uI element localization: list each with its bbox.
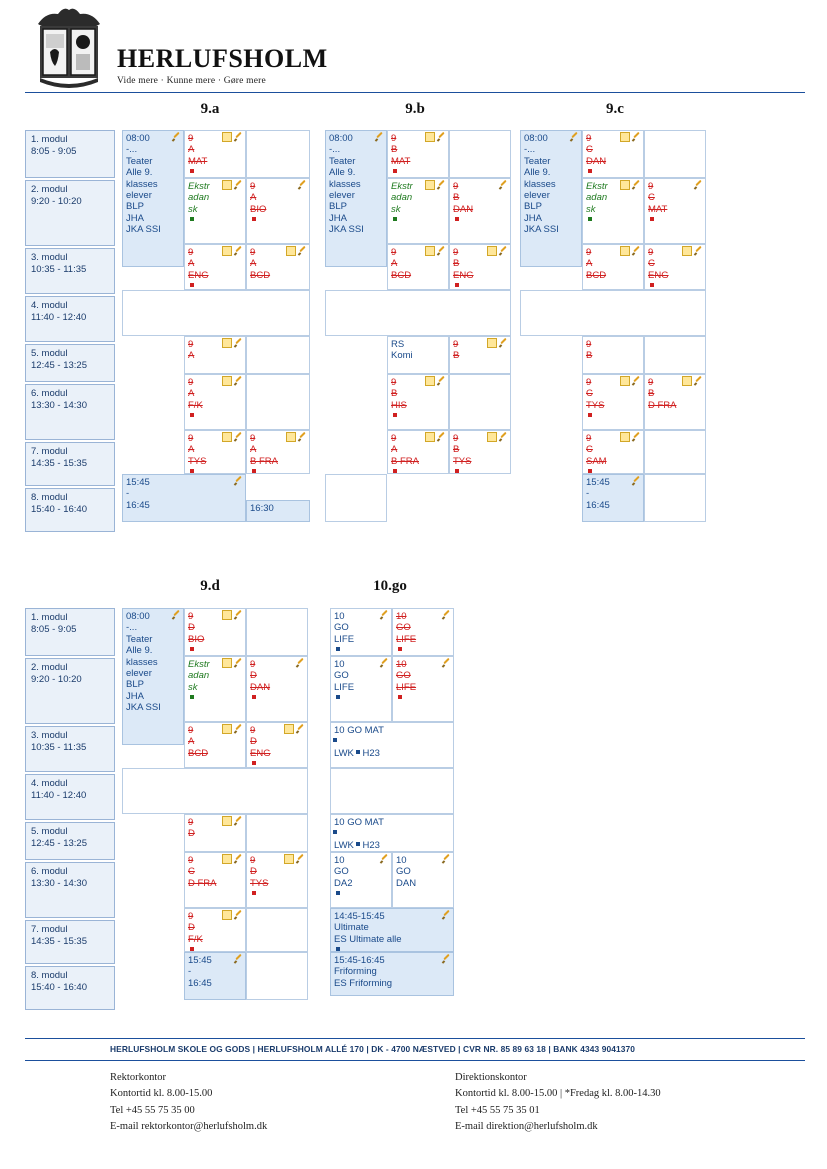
schedule-9c[interactable] bbox=[520, 130, 710, 566]
note-icon[interactable] bbox=[286, 432, 296, 442]
cell-10go-m5[interactable]: 10 GO MAT LWK H23 bbox=[330, 814, 454, 852]
edit-pen-icon[interactable] bbox=[234, 855, 243, 864]
module-row-6-b: 6. modul 13:30 - 14:30 bbox=[25, 862, 115, 918]
note-icon[interactable] bbox=[620, 376, 630, 386]
edit-pen-icon[interactable] bbox=[380, 659, 389, 668]
page-header bbox=[25, 8, 805, 90]
cell-teater-9a[interactable]: 08:00 -... Teater Alle 9. klasses elever BLP JHA JKA SSI bbox=[122, 130, 184, 267]
cell-9d-m2[interactable]: 9 D DAN bbox=[246, 656, 308, 722]
note-icon[interactable] bbox=[222, 724, 232, 734]
note-icon[interactable] bbox=[620, 180, 630, 190]
cell-teater-9b[interactable]: 08:00 -... Teater Alle 9. klasses elever BLP JHA JKA SSI bbox=[325, 130, 387, 267]
cell-10go-m2-2[interactable]: 10 GO LIFE bbox=[392, 656, 454, 722]
edit-pen-icon[interactable] bbox=[442, 955, 451, 964]
cell-9a-m8[interactable]: 15:45 - 16:45 bbox=[122, 474, 246, 522]
class-title-10go: 10.go bbox=[373, 578, 407, 594]
edit-pen-icon[interactable] bbox=[234, 955, 243, 964]
cell-9d-m2-ekstra[interactable]: Ekstr adan sk bbox=[184, 656, 246, 722]
cell-9d-m1-empty[interactable] bbox=[246, 608, 308, 656]
edit-pen-icon[interactable] bbox=[437, 181, 446, 190]
schedule-10go[interactable] bbox=[330, 608, 460, 1044]
module-row-6: 6. modul 13:30 - 14:30 bbox=[25, 384, 115, 440]
note-icon[interactable] bbox=[620, 132, 630, 142]
footer-left-title: Rektorkontor bbox=[110, 1072, 166, 1083]
footer-divider-top bbox=[25, 1038, 805, 1039]
note-icon[interactable] bbox=[222, 658, 232, 668]
class-title-9a: 9.a bbox=[200, 101, 220, 117]
cell-9d-m1[interactable]: 9 D BIO bbox=[184, 608, 246, 656]
cell-9d-m5[interactable]: 9 D bbox=[184, 814, 246, 852]
edit-pen-icon[interactable] bbox=[694, 247, 703, 256]
module-row-8-b: 8. modul 15:40 - 16:40 bbox=[25, 966, 115, 1010]
cell-9a-m5-empty[interactable] bbox=[246, 336, 310, 374]
note-icon[interactable] bbox=[284, 724, 294, 734]
cell-9a-m5[interactable]: 9 A bbox=[184, 336, 246, 374]
brand-title: HERLUFSHOLM bbox=[117, 44, 328, 73]
cell-9a-m6[interactable]: 9 A F/K bbox=[184, 374, 246, 430]
note-icon[interactable] bbox=[425, 246, 435, 256]
note-icon[interactable] bbox=[222, 432, 232, 442]
note-icon[interactable] bbox=[620, 432, 630, 442]
cell-10go-m4-empty[interactable] bbox=[330, 768, 454, 814]
edit-pen-icon[interactable] bbox=[234, 433, 243, 442]
cell-9c-m8[interactable]: 15:45 - 16:45 bbox=[582, 474, 644, 522]
cell-9d-m8[interactable]: 15:45 - 16:45 bbox=[184, 952, 246, 1000]
cell-9b-m2-ekstra[interactable]: Ekstr adan sk bbox=[387, 178, 449, 244]
module-row-5: 5. modul 12:45 - 13:25 bbox=[25, 344, 115, 382]
edit-pen-icon[interactable] bbox=[234, 377, 243, 386]
edit-pen-icon[interactable] bbox=[380, 855, 389, 864]
note-icon[interactable] bbox=[425, 180, 435, 190]
edit-pen-icon[interactable] bbox=[234, 181, 243, 190]
edit-pen-icon[interactable] bbox=[694, 181, 703, 190]
cell-10go-m2-1[interactable]: 10 GO LIFE bbox=[330, 656, 392, 722]
cell-9b-m1[interactable]: 9 B MAT bbox=[387, 130, 449, 178]
cell-9b-m3-1[interactable]: 9 A BCD bbox=[387, 244, 449, 290]
module-row-8: 8. modul 15:40 - 16:40 bbox=[25, 488, 115, 532]
cell-9d-m5-empty[interactable] bbox=[246, 814, 308, 852]
module-row-3: 3. modul 10:35 - 11:35 bbox=[25, 248, 115, 294]
note-icon[interactable] bbox=[222, 338, 232, 348]
note-icon[interactable] bbox=[286, 246, 296, 256]
cell-9a-m2[interactable]: 9 A BIO bbox=[246, 178, 310, 244]
cell-9a-m6-empty[interactable] bbox=[246, 374, 310, 430]
edit-pen-icon[interactable] bbox=[442, 911, 451, 920]
note-icon[interactable] bbox=[222, 376, 232, 386]
footer-address-bar: HERLUFSHOLM SKOLE OG GODS | HERLUFSHOLM ALLÉ 170 | DK - 4700 NÆSTVED | CVR NR. 85 89 63 18 | BANK 4343 9041370 bbox=[110, 1044, 636, 1054]
brand bbox=[117, 46, 328, 86]
edit-pen-icon[interactable] bbox=[296, 659, 305, 668]
cell-9c-m7-empty[interactable] bbox=[644, 430, 706, 474]
edit-pen-icon[interactable] bbox=[296, 725, 305, 734]
edit-pen-icon[interactable] bbox=[298, 433, 307, 442]
edit-pen-icon[interactable] bbox=[234, 817, 243, 826]
note-icon[interactable] bbox=[284, 854, 294, 864]
module-row-3-b: 3. modul 10:35 - 11:35 bbox=[25, 726, 115, 772]
cell-9b-m5[interactable]: 9 B bbox=[449, 336, 511, 374]
edit-pen-icon[interactable] bbox=[694, 377, 703, 386]
module-row-4-b: 4. modul 11:40 - 12:40 bbox=[25, 774, 115, 820]
edit-pen-icon[interactable] bbox=[632, 181, 641, 190]
cell-9d-m4-empty[interactable] bbox=[122, 768, 308, 814]
cell-icons[interactable] bbox=[170, 132, 181, 143]
cell-9c-m8-empty[interactable] bbox=[644, 474, 706, 522]
edit-pen-icon[interactable] bbox=[234, 911, 243, 920]
note-icon[interactable] bbox=[487, 338, 497, 348]
cell-9d-m3-2[interactable]: 9 D ENG bbox=[246, 722, 308, 768]
cell-9a-m1-empty[interactable] bbox=[246, 130, 310, 178]
cell-10go-m6-2[interactable]: 10 GO DAN bbox=[392, 852, 454, 908]
edit-pen-icon[interactable] bbox=[632, 433, 641, 442]
cell-9c-m5-empty[interactable] bbox=[644, 336, 706, 374]
edit-pen-icon[interactable] bbox=[499, 181, 508, 190]
cell-9a-m7-2[interactable]: 9 A B FRA bbox=[246, 430, 310, 474]
cell-9b-m8-empty[interactable] bbox=[325, 474, 387, 522]
cell-10go-m7[interactable]: 14:45-15:45 Ultimate ES Ultimate alle bbox=[330, 908, 454, 952]
cell-9a-m3-1[interactable]: 9 A ENG bbox=[184, 244, 246, 290]
note-icon[interactable] bbox=[682, 246, 692, 256]
schedule-9d[interactable] bbox=[122, 608, 312, 1044]
note-icon[interactable] bbox=[222, 246, 232, 256]
cell-9a-m1[interactable]: 9 A MAT bbox=[184, 130, 246, 178]
edit-pen-icon[interactable] bbox=[437, 133, 446, 142]
footer-right-hours: Kontortid kl. 8.00-15.00 | *Fredag kl. 8.00-14.30 bbox=[455, 1088, 661, 1100]
cell-10go-m3[interactable]: 10 GO MAT LWK H23 bbox=[330, 722, 454, 768]
class-title-9c: 9.c bbox=[606, 101, 624, 117]
edit-pen-icon[interactable] bbox=[234, 611, 243, 620]
cell-9d-m3-1[interactable]: 9 A BCD bbox=[184, 722, 246, 768]
note-icon[interactable] bbox=[487, 432, 497, 442]
edit-pen-icon[interactable] bbox=[437, 433, 446, 442]
note-icon[interactable] bbox=[425, 132, 435, 142]
cell-9b-m4-empty[interactable] bbox=[325, 290, 511, 336]
schedule-9b[interactable] bbox=[325, 130, 515, 566]
edit-pen-icon[interactable] bbox=[380, 611, 389, 620]
module-row-7: 7. modul 14:35 - 15:35 bbox=[25, 442, 115, 486]
edit-pen-icon[interactable] bbox=[234, 477, 243, 486]
edit-pen-icon[interactable] bbox=[234, 247, 243, 256]
edit-pen-icon[interactable] bbox=[499, 339, 508, 348]
module-row-2-b: 2. modul 9:20 - 10:20 bbox=[25, 658, 115, 724]
edit-pen-icon[interactable] bbox=[437, 247, 446, 256]
footer-left-email: E-mail rektorkontor@herlufsholm.dk bbox=[110, 1120, 268, 1132]
edit-pen-icon[interactable] bbox=[499, 247, 508, 256]
footer-divider-bottom bbox=[25, 1060, 805, 1061]
footer-left-phone: Tel +45 55 75 35 00 bbox=[110, 1104, 195, 1116]
module-row-1-b: 1. modul 8:05 - 9:05 bbox=[25, 608, 115, 656]
edit-pen-icon[interactable] bbox=[234, 659, 243, 668]
cell-10go-m1-2[interactable]: 10 GO LIFE bbox=[392, 608, 454, 656]
module-row-1: 1. modul 8:05 - 9:05 bbox=[25, 130, 115, 178]
cell-9d-m6-2[interactable]: 9 D TYS bbox=[246, 852, 308, 908]
note-icon[interactable] bbox=[425, 376, 435, 386]
brand-tagline: Vide mere · Kunne mere · Gøre mere bbox=[117, 76, 266, 86]
header-divider bbox=[25, 92, 805, 93]
edit-pen-icon[interactable] bbox=[442, 611, 451, 620]
note-icon[interactable] bbox=[620, 246, 630, 256]
module-row-5-b: 5. modul 12:45 - 13:25 bbox=[25, 822, 115, 860]
schedule-9a[interactable] bbox=[122, 130, 314, 566]
cell-9c-m6-1[interactable]: 9 C TYS bbox=[582, 374, 644, 430]
cell-9d-m8-empty[interactable] bbox=[246, 952, 308, 1000]
edit-pen-icon[interactable] bbox=[234, 339, 243, 348]
cell-9c-m6-2[interactable]: 9 B D FRA bbox=[644, 374, 706, 430]
module-column-row1 bbox=[25, 130, 115, 534]
footer-right-title: Direktionskontor bbox=[455, 1072, 527, 1083]
cell-9b-m7-2[interactable]: 9 B TYS bbox=[449, 430, 511, 474]
edit-pen-icon[interactable] bbox=[442, 855, 451, 864]
cell-9a-m8-end[interactable]: 16:30 bbox=[246, 500, 310, 522]
footer-right-email: E-mail direktion@herlufsholm.dk bbox=[455, 1120, 598, 1132]
cell-9a-m3-2[interactable]: 9 A BCD bbox=[246, 244, 310, 290]
module-row-7-b: 7. modul 14:35 - 15:35 bbox=[25, 920, 115, 964]
footer-left-hours: Kontortid kl. 8.00-15.00 bbox=[110, 1088, 213, 1100]
cell-9c-m2[interactable]: 9 C MAT bbox=[644, 178, 706, 244]
class-title-9b: 9.b bbox=[405, 101, 425, 117]
cell-9a-m7-1[interactable]: 9 A TYS bbox=[184, 430, 246, 474]
cell-9b-m5-rs[interactable]: RS Komi bbox=[387, 336, 449, 374]
cell-9d-m6-1[interactable]: 9 C D FRA bbox=[184, 852, 246, 908]
cell-10go-m8[interactable]: 15:45-16:45 Friforming ES Friforming bbox=[330, 952, 454, 996]
footer-right-column bbox=[455, 1070, 815, 1135]
cell-9b-m3-2[interactable]: 9 B ENG bbox=[449, 244, 511, 290]
edit-pen-icon[interactable] bbox=[234, 133, 243, 142]
note-icon[interactable] bbox=[425, 432, 435, 442]
cell-10go-m6-1[interactable]: 10 GO DA2 bbox=[330, 852, 392, 908]
note-icon[interactable] bbox=[222, 816, 232, 826]
footer-right-phone: Tel +45 55 75 35 01 bbox=[455, 1104, 540, 1116]
edit-pen-icon[interactable] bbox=[375, 133, 384, 142]
cell-teater-9d[interactable]: 08:00 -... Teater Alle 9. klasses elever BLP JHA JKA SSI bbox=[122, 608, 184, 745]
cell-9b-m6[interactable]: 9 B HIS bbox=[387, 374, 449, 430]
cell-9b-m7-1[interactable]: 9 A B FRA bbox=[387, 430, 449, 474]
note-icon[interactable] bbox=[222, 610, 232, 620]
footer-left-column bbox=[110, 1070, 440, 1135]
edit-pen-icon[interactable] bbox=[632, 247, 641, 256]
module-column-row2 bbox=[25, 608, 115, 1012]
cell-9d-m7[interactable]: 9 D F/K bbox=[184, 908, 246, 952]
cell-9b-m1-empty[interactable] bbox=[449, 130, 511, 178]
note-icon[interactable] bbox=[222, 180, 232, 190]
note-icon[interactable] bbox=[222, 854, 232, 864]
note-icon[interactable] bbox=[222, 132, 232, 142]
cell-9c-m1[interactable]: 9 C DAN bbox=[582, 130, 644, 178]
module-row-2: 2. modul 9:20 - 10:20 bbox=[25, 180, 115, 246]
note-icon[interactable] bbox=[487, 246, 497, 256]
edit-pen-icon[interactable] bbox=[632, 377, 641, 386]
cell-9b-m2[interactable]: 9 B DAN bbox=[449, 178, 511, 244]
edit-pen-icon[interactable] bbox=[499, 433, 508, 442]
cell-9d-m7-empty[interactable] bbox=[246, 908, 308, 952]
edit-pen-icon[interactable] bbox=[442, 659, 451, 668]
cell-9c-m5[interactable]: 9 B bbox=[582, 336, 644, 374]
edit-pen-icon[interactable] bbox=[172, 133, 181, 142]
class-title-9d: 9.d bbox=[200, 578, 220, 594]
edit-pen-icon[interactable] bbox=[632, 477, 641, 486]
cell-9c-m2-ekstra[interactable]: Ekstr adan sk bbox=[582, 178, 644, 244]
cell-9c-m1-empty[interactable] bbox=[644, 130, 706, 178]
edit-pen-icon[interactable] bbox=[296, 855, 305, 864]
cell-9a-m2-ekstra[interactable]: Ekstr adan sk bbox=[184, 178, 246, 244]
edit-pen-icon[interactable] bbox=[570, 133, 579, 142]
edit-pen-icon[interactable] bbox=[172, 611, 181, 620]
cell-9c-m7[interactable]: 9 C SAM bbox=[582, 430, 644, 474]
cell-9c-m3-1[interactable]: 9 A BCD bbox=[582, 244, 644, 290]
edit-pen-icon[interactable] bbox=[632, 133, 641, 142]
herlufsholm-crest-icon bbox=[30, 8, 108, 88]
cell-9a-m4-empty[interactable] bbox=[122, 290, 310, 336]
edit-pen-icon[interactable] bbox=[298, 247, 307, 256]
edit-pen-icon[interactable] bbox=[234, 725, 243, 734]
cell-9b-m6-empty[interactable] bbox=[449, 374, 511, 430]
edit-pen-icon[interactable] bbox=[298, 181, 307, 190]
cell-9c-m4-empty[interactable] bbox=[520, 290, 706, 336]
edit-pen-icon[interactable] bbox=[437, 377, 446, 386]
cell-9c-m3-2[interactable]: 9 C ENG bbox=[644, 244, 706, 290]
module-row-4: 4. modul 11:40 - 12:40 bbox=[25, 296, 115, 342]
cell-teater-9c[interactable]: 08:00 -... Teater Alle 9. klasses elever BLP JHA JKA SSI bbox=[520, 130, 582, 267]
note-icon[interactable] bbox=[682, 376, 692, 386]
cell-10go-m1-1[interactable]: 10 GO LIFE bbox=[330, 608, 392, 656]
note-icon[interactable] bbox=[222, 910, 232, 920]
